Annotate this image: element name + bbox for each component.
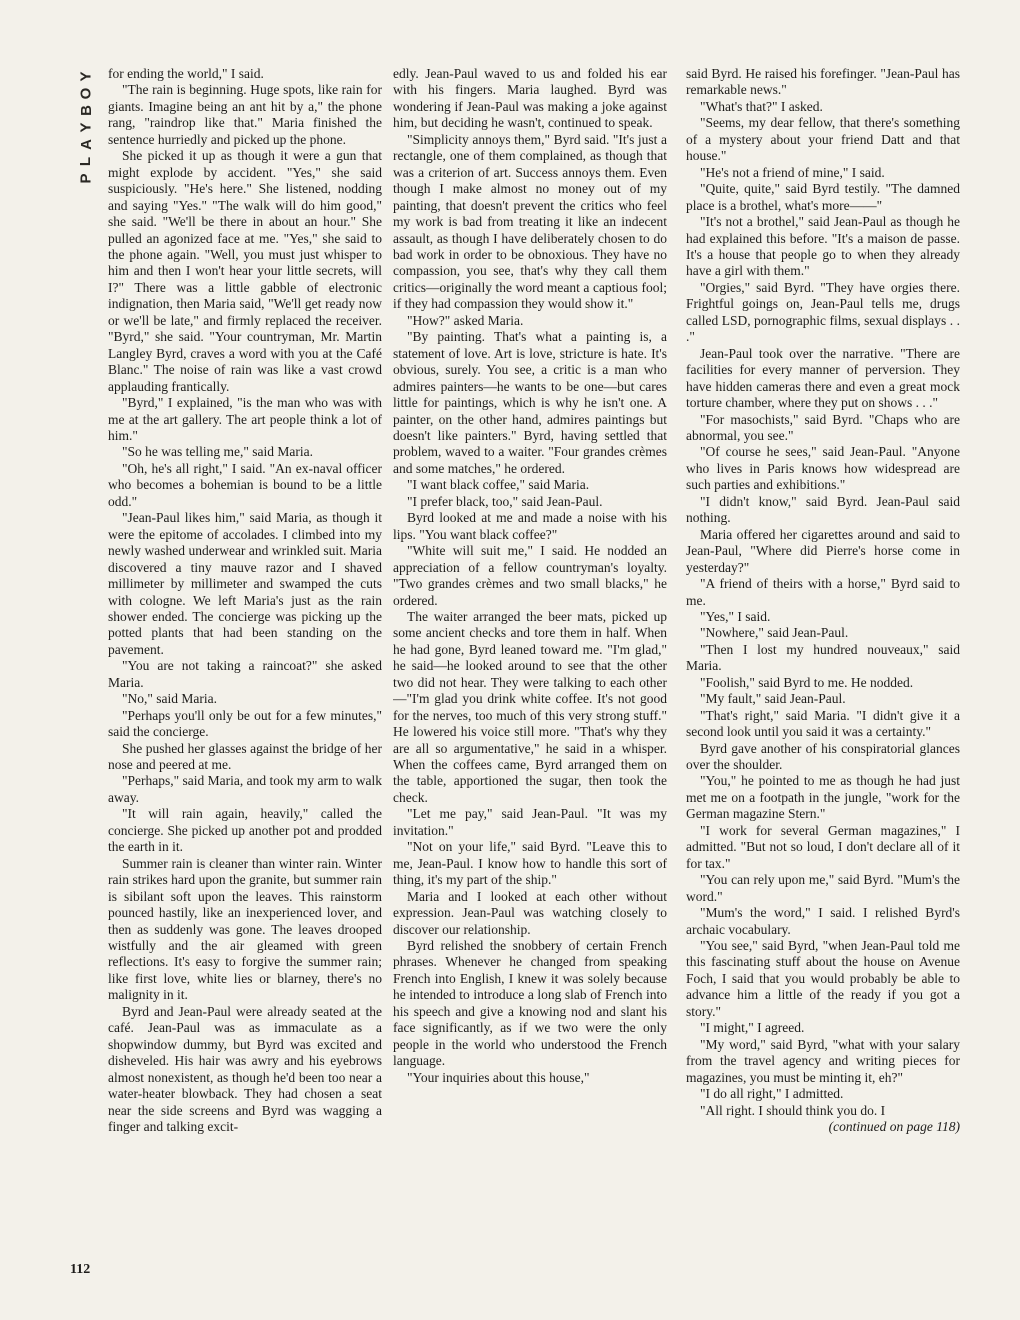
paragraph: "Of course he sees," said Jean-Paul. "Anyone who lives in Paris knows how widespread are such parties and exhibitions." (686, 444, 960, 493)
brand-letter: L (77, 156, 95, 167)
paragraph: "Nowhere," said Jean-Paul. (700, 625, 849, 641)
paragraph: "Perhaps," said Maria, and took my arm to walk away. (108, 773, 382, 805)
paragraph: Byrd and Jean-Paul were already seated at the café. Jean-Paul was as immaculate as a shopwindow dummy, but Byrd was excited and disheveled. His hair was awry and his eyebrows almost nonexistent, as though he'd been too near a water-heater blowback. They had chosen a seat near the side screens and Byrd was wagging a finger and talking excit- (108, 1003, 382, 1134)
paragraph: "Simplicity annoys them," Byrd said. "It's just a rectangle, one of them complained, as though that was a criterion of art. Success annoys them. Even though I make almost no money out of my painting, that doesn't prevent the critics who feel my work is bad from treating it like an indecent assault, as though I have deliberately chosen to do bad work in order to be obnoxious. They have no compassion, you see, that's why they call them critics—originally the word meant a captious fool; if they had compassion they would show it." (393, 131, 667, 312)
paragraph: "It's not a brothel," said Jean-Paul as though he had explained this before. "It's a maison de passe. It's a house that people go to when they already have a girl with them." (686, 214, 960, 279)
page-number: 112 (70, 1262, 91, 1277)
paragraph: "You can rely upon me," said Byrd. "Mum's the word." (686, 872, 960, 904)
paragraph: "My fault," said Jean-Paul. (700, 691, 846, 707)
text-column-1 (108, 66, 382, 1286)
paragraph: "What's that?" I asked. (700, 98, 823, 114)
paragraph: Maria offered her cigarettes around and said to Jean-Paul, "Where did Pierre's horse come in yesterday?" (686, 526, 960, 575)
paragraph: "Byrd," I explained, "is the man who was with me at the art gallery. The art people think a lot of him." (108, 395, 382, 443)
paragraph: "Yes," I said. (700, 608, 771, 624)
paragraph: "I do all right," I admitted. (700, 1086, 844, 1102)
paragraph: "Mum's the word," I said. I relished Byrd's archaic vocabulary. (686, 905, 960, 937)
paragraph: "Then I lost my hundred nouveaux," said Maria. (686, 641, 960, 674)
paragraph: "Oh, he's all right," I said. "An ex-naval officer who becomes a bohemian is bound to be a little odd." (108, 460, 382, 509)
brand-letter: O (77, 87, 95, 100)
paragraph: "Foolish," said Byrd to me. He nodded. (700, 674, 914, 690)
paragraph: "He's not a friend of mine," I said. (700, 164, 885, 180)
paragraph: "Not on your life," said Byrd. "Leave this to me, Jean-Paul. I know how to handle this sort of thing, it's my part of the ship." (393, 839, 667, 888)
continued-note: (continued on page 118) (828, 1119, 960, 1134)
brand-letter: P (77, 173, 95, 184)
paragraph: "It will rain again, heavily," called the concierge. She picked up another pot and prodded the earth in it. (108, 806, 382, 855)
paragraph: Byrd relished the snobbery of certain French phrases. Whenever he changed from speaking French into English, I knew it was solely because he intended to introduce a long slab of French into his speech and give a knowing nod and slant his face significantly, as if we two were the only people in the world who understood the French language. (393, 938, 667, 1069)
text-column-3 (686, 66, 960, 1286)
paragraph: "I want black coffee," said Maria. (407, 477, 590, 493)
paragraph: "Let me pay," said Jean-Paul. "It was my invitation." (393, 806, 667, 838)
paragraph: said Byrd. He raised his forefinger. "Jean-Paul has remarkable news." (686, 66, 960, 98)
paragraph: "I might," I agreed. (700, 1020, 805, 1036)
magazine-brand-vertical (72, 68, 100, 187)
paragraph: "So he was telling me," said Maria. (122, 444, 313, 460)
paragraph: for ending the world," I said. (108, 66, 264, 81)
paragraph: "You see," said Byrd, "when Jean-Paul told me this fascinating stuff about the house on Avenue Foch, I said that you would probably be able to advance him a little of the ready if you got a story." (686, 938, 960, 1019)
paragraph: "Orgies," said Byrd. "They have orgies there. Frightful goings on, Jean-Paul tells me, drugs called LSD, pornographic films, sexual displays . . ." (686, 279, 960, 345)
paragraph: "You," he pointed to me as though he had just met me on a footpath in the jungle, "work for the German magazine Stern." (686, 773, 960, 822)
paragraph: "Quite, quite," said Byrd testily. "The damned place is a brothel, what's more——" (686, 181, 960, 213)
brand-letter: B (77, 105, 95, 116)
paragraph: "My word," said Byrd, "what with your salary from the travel agency and writing pieces for magazines, you must be minting it, eh?" (686, 1036, 960, 1085)
paragraph: edly. Jean-Paul waved to us and folded his ear with his fingers. Maria laughed. Byrd was wondering if Jean-Paul was making a joke against him, but deciding he wasn't, continued to speak. (393, 66, 667, 131)
paragraph: Maria and I looked at each other without expression. Jean-Paul was watching closely to discover our relationship. (393, 888, 667, 937)
paragraph: Byrd looked at me and made a noise with his lips. "You want black coffee?" (393, 510, 667, 542)
paragraph: "You are not taking a raincoat?" she asked Maria. (108, 658, 382, 690)
text-column-2 (393, 66, 667, 1286)
paragraph: "Jean-Paul likes him," said Maria, as though it were the epitome of accolades. I climbed into my newly washed underwear and wrinkled suit. Maria discovered a tiny mauve razor and I shaved millimeter by millimeter and swamped the cuts with cologne. We left Maria's just as the rain shower ended. The concierge was picking up the potted plants that had been standing on the pavement. (108, 510, 382, 657)
paragraph: "For masochists," said Byrd. "Chaps who are abnormal, you see." (686, 411, 960, 443)
paragraph: Summer rain is cleaner than winter rain. Winter rain strikes hard upon the granite, but summer rain is sibilant soft upon the leaves. This rainstorm pounced hastily, like an inexperienced lover, and then as suddenly was gone. The leaves drooped wistfully and the air gleamed with green reflections. It's easy to forgive the summer rain; like first love, white lies or blarney, there's no malignity in it. (108, 855, 382, 1003)
paragraph: "I didn't know," said Byrd. Jean-Paul said nothing. (686, 493, 960, 526)
paragraph: "A friend of theirs with a horse," Byrd said to me. (686, 576, 960, 608)
brand-letter: Y (77, 122, 95, 133)
paragraph: She pushed her glasses against the bridge of her nose and peered at me. (108, 740, 382, 773)
paragraph: "I work for several German magazines," I admitted. "But not so loud, I don't declare all of it for tax." (686, 822, 960, 871)
paragraph: "How?" asked Maria. (407, 312, 524, 328)
paragraph: "The rain is beginning. Huge spots, like rain for giants. Imagine being an ant hit by a," the phone rang, "raindrop like that." Maria finished the sentence hurriedly and picked up the phone. (108, 82, 382, 147)
paragraph: She picked it up as though it were a gun that might explode by accident. "Yes," she said suspiciously. "He's here." She listened, nodding and saying "Yes." "The walk will do him good," she said. "We'll be there in about an hour." She pulled an agonized face at me. "Yes," she said to the phone again. "Well, you must just whisper to him and then I won't hear your little secrets, will I?" There was a little gabble of electronic indignation, then Maria said, "We'll get ready now or we'll be late," and firmly replaced the receiver. "Byrd," she said. "Your countryman, Mr. Martin Langley Byrd, craves a word with you at the Café Blanc." The noise of rain was like a vast crowd applauding frantically. (108, 148, 382, 394)
brand-letter: A (77, 139, 95, 150)
paragraph: The waiter arranged the beer mats, picked up some ancient checks and tore them in half. When he had gone, Byrd leaned toward me. "I'm glad," he said—he looked around to see that the other two did not hear. They were talking to each other—"I'm glad you drink white coffee. It's not good for the nerves, too much of this very strong stuff." He lowered his voice still more. "That's why they are all so argumentative," he said in a whisper. When the coffees came, Byrd arranged them on the table, apportioned the sugar, then took the check. (393, 608, 667, 805)
paragraph: "That's right," said Maria. "I didn't give it a second look until you said it was a certainty." (686, 707, 960, 740)
paragraph: "White will suit me," I said. He nodded an appreciation of a fellow countryman's loyalty. "Two grandes crèmes and two small blacks," he ordered. (393, 543, 667, 608)
paragraph: Byrd gave another of his conspiratorial glances over the shoulder. (686, 740, 960, 773)
paragraph: "No," said Maria. (122, 691, 218, 707)
paragraph: "All right. I should think you do. I (700, 1102, 886, 1118)
paragraph: "I prefer black, too," said Jean-Paul. (407, 493, 603, 509)
paragraph: "Seems, my dear fellow, that there's something of a mystery about your friend Datt and that house." (686, 115, 960, 164)
brand-letter: Y (77, 71, 95, 82)
paragraph: Jean-Paul took over the narrative. "There are facilities for every manner of perversion. They have hidden cameras there and even a great mock torture chamber, where they put on shows . . ." (686, 345, 960, 411)
paragraph: "Perhaps you'll only be out for a few minutes," said the concierge. (108, 707, 382, 740)
paragraph: "Your inquiries about this house," (407, 1069, 590, 1085)
paragraph: "By painting. That's what a painting is, a statement of love. Art is love, stricture is hate. It's obvious, surely. You see, a critic is a man who admires painters—he wants to be one—but cares little for paintings, which is why he isn't one. A painter, on the other hand, admires paintings but doesn't like painters." Byrd, having settled that problem, waved to a waiter. "Four grandes crèmes and some matches," he ordered. (393, 329, 667, 476)
